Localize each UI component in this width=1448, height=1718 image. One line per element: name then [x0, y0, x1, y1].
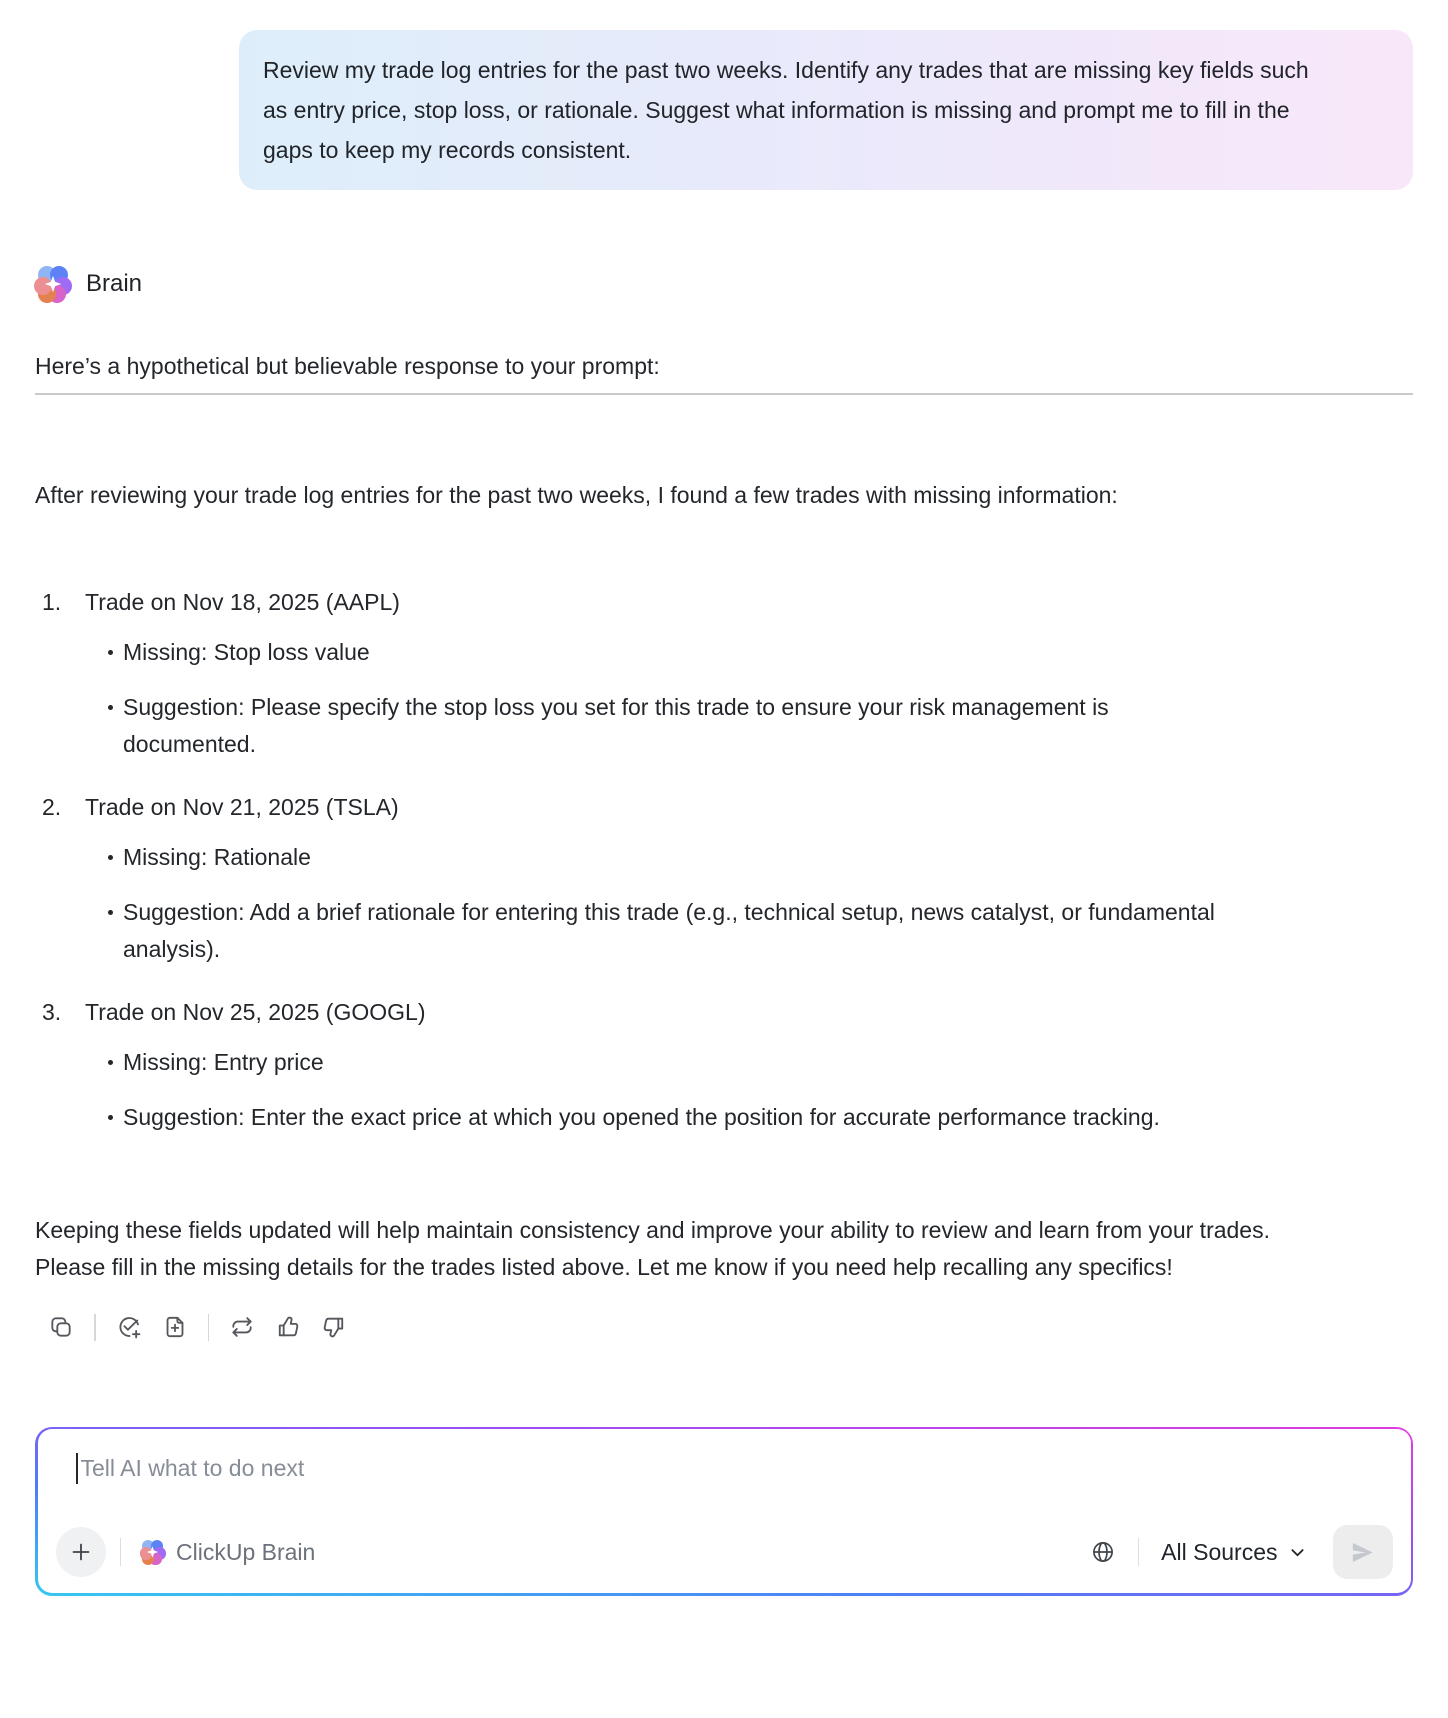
trade-title-text: Trade on Nov 18, 2025 (AAPL) [85, 588, 400, 615]
copy-icon[interactable] [48, 1314, 74, 1340]
brain-logo-icon [35, 266, 71, 302]
trade-title [35, 789, 1413, 826]
send-icon [1349, 1539, 1376, 1566]
trade-suggestion: Suggestion: Please specify the stop loss you set for this trade to ensure your risk management is documented. [35, 689, 1413, 763]
sources-dropdown[interactable] [1161, 1539, 1306, 1566]
model-selector[interactable] [140, 1539, 315, 1566]
bullet-dot [108, 1060, 113, 1065]
assistant-header [35, 266, 1413, 302]
send-button[interactable] [1333, 1525, 1393, 1579]
response-intro: Here’s a hypothetical but believable response to your prompt: [35, 353, 660, 379]
trade-suggestion: Suggestion: Enter the exact price at which you opened the position for accurate performance tracking. [35, 1099, 1413, 1136]
trade-missing: Missing: Stop loss value [35, 634, 1413, 671]
bullet-dot [108, 855, 113, 860]
trade-suggestion: Suggestion: Add a brief rationale for entering this trade (e.g., technical setup, news catalyst, or fundamental analysis). [35, 894, 1413, 968]
sources-label: All Sources [1161, 1538, 1278, 1565]
chevron-down-icon [1288, 1543, 1307, 1562]
trade-missing: Missing: Rationale [35, 839, 1413, 876]
clickup-brain-icon [140, 1540, 165, 1565]
user-message-bubble [239, 30, 1413, 190]
composer [35, 1427, 1413, 1596]
toolbar-divider [208, 1314, 210, 1341]
trade-number: 1. [42, 588, 62, 615]
trade-list [35, 584, 1413, 1136]
composer-divider [1138, 1538, 1140, 1566]
trade-item [35, 994, 1413, 1136]
trade-missing: Missing: Entry price [35, 1044, 1413, 1081]
trade-number: 2. [42, 793, 62, 820]
response-lead: After reviewing your trade log entries for the past two weeks, I found a few trades with missing information: [35, 481, 1118, 508]
chat-view [0, 30, 1448, 1718]
section-divider [35, 393, 1413, 395]
thumbs-down-icon[interactable] [321, 1314, 347, 1340]
trade-item [35, 584, 1413, 763]
text-caret [76, 1453, 78, 1484]
trade-item [35, 789, 1413, 968]
globe-icon[interactable] [1090, 1539, 1116, 1565]
response-toolbar [35, 1314, 1413, 1341]
prompt-input[interactable] [76, 1453, 1393, 1484]
toolbar-divider [94, 1314, 96, 1341]
bullet-dot [108, 705, 113, 710]
composer-toolbar [76, 1525, 1393, 1579]
assistant-name: Brain [86, 270, 143, 297]
trade-title [35, 994, 1413, 1031]
thumbs-up-icon[interactable] [275, 1314, 301, 1340]
add-to-doc-icon[interactable] [162, 1314, 188, 1340]
add-task-icon[interactable] [116, 1314, 142, 1340]
attach-plus-button[interactable] [56, 1527, 106, 1577]
trade-title [35, 584, 1413, 621]
model-label: ClickUp Brain [176, 1538, 316, 1565]
bullet-dot [108, 1115, 113, 1120]
bullet-dot [108, 910, 113, 915]
composer-divider [120, 1538, 122, 1566]
prompt-placeholder: Tell AI what to do next [80, 1455, 305, 1481]
trade-number: 3. [42, 998, 62, 1025]
trade-title-text: Trade on Nov 21, 2025 (TSLA) [85, 793, 399, 820]
bullet-dot [108, 650, 113, 655]
trade-title-text: Trade on Nov 25, 2025 (GOOGL) [85, 998, 426, 1025]
response-closing: Keeping these fields updated will help maintain consistency and improve your ability to review and learn from your trades. Please fill in the missing details for the trades listed above. Let me know if you need help recalling any specifics! [35, 1216, 1270, 1280]
regenerate-icon[interactable] [229, 1314, 255, 1340]
user-message-text: Review my trade log entries for the past two weeks. Identify any trades that are missing key fields such as entry price, stop loss, or rationale. Suggest what information is missing and prompt me to fill in the gaps to keep my records consistent. [263, 57, 1309, 163]
